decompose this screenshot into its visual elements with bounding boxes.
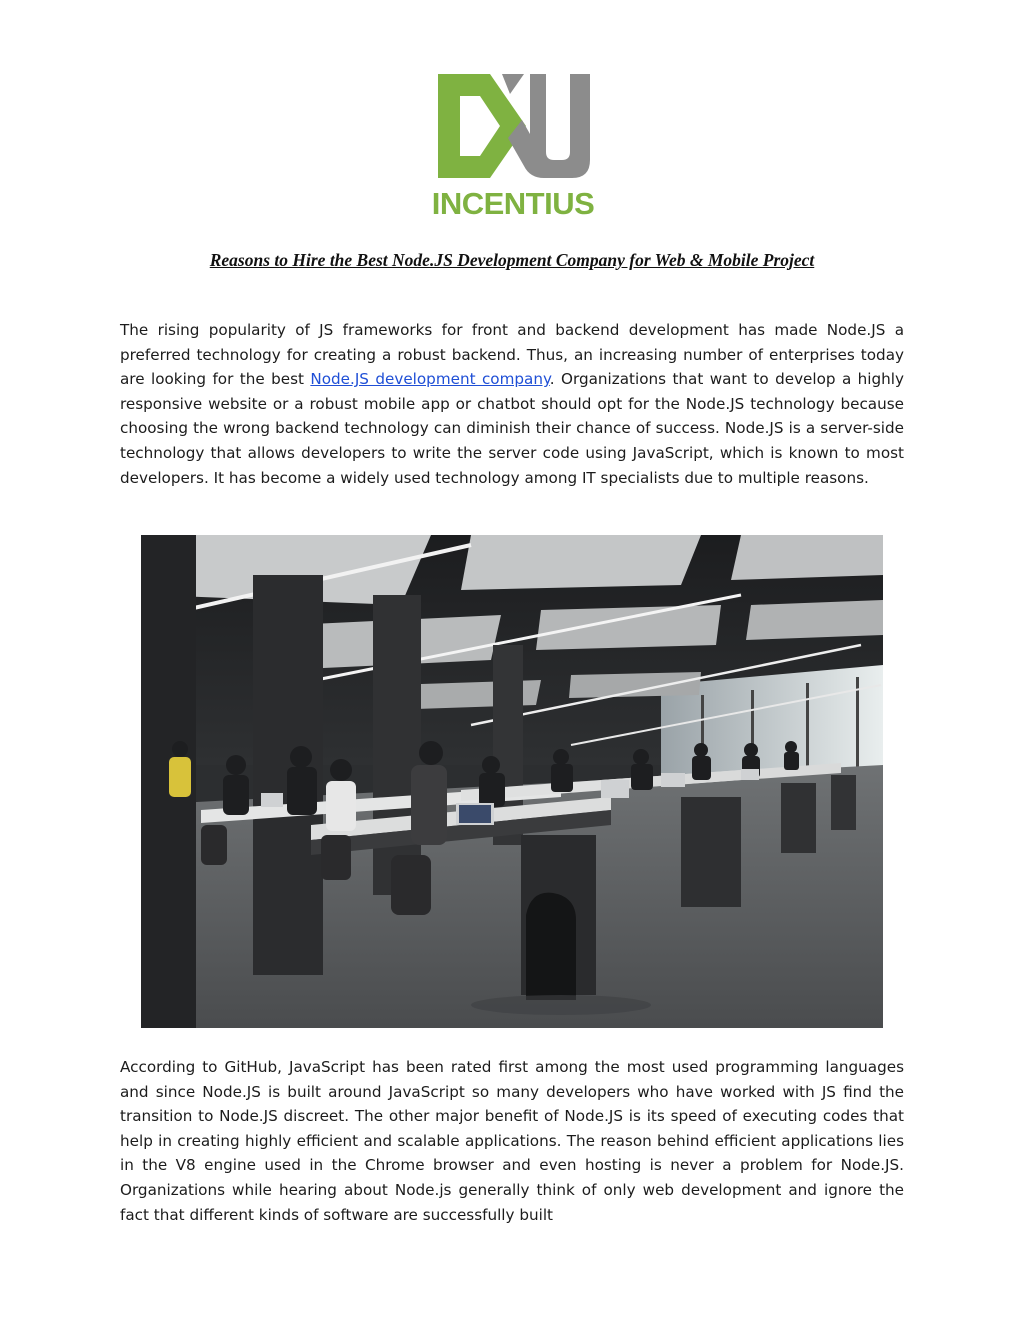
logo-wordmark: INCENTIUS xyxy=(431,186,595,221)
intro-paragraph xyxy=(120,318,904,490)
article-title: Reasons to Hire the Best Node.JS Development Company for Web & Mobile Project xyxy=(209,250,815,270)
logo-mark-icon xyxy=(430,68,596,186)
incentius-logo xyxy=(430,68,596,224)
office-photo xyxy=(141,535,883,1028)
intro-text-after-link: . Organizations that want to develop a highly responsive website or a robust mobile app or chatbot should opt for the Node.JS technology because choosing the wrong backend technology can diminish their chance of success. Node.JS is a server-side technology that allows developers to write the server code using JavaScript, which is known to most developers. It has become a widely used technology among IT specialists due to multiple reasons. xyxy=(120,370,904,487)
nodejs-development-company-link[interactable]: Node.JS development company xyxy=(310,370,550,389)
office-scene-illustration xyxy=(141,535,883,1028)
intro-text-before-link: The rising popularity of JS frameworks for front and backend development has made Node.JS a preferred technology for creating a robust backend. Thus, an increasing number of enterprises today are looking for the best xyxy=(120,321,904,389)
body-paragraph: According to GitHub, JavaScript has been rated first among the most used programming languages and since Node.JS is built around JavaScript so many developers who have worked with JS find the transition to Node.JS discreet. The other major benefit of Node.JS is its speed of executing codes that help in creating highly efficient and scalable applications. The reason behind efficient applications lies in the V8 engine used in the Chrome browser and even hosting is never a problem for Node.JS. Organizations while hearing about Node.js generally think of only web development and ignore the fact that different kinds of software are successfully built xyxy=(120,1058,904,1224)
